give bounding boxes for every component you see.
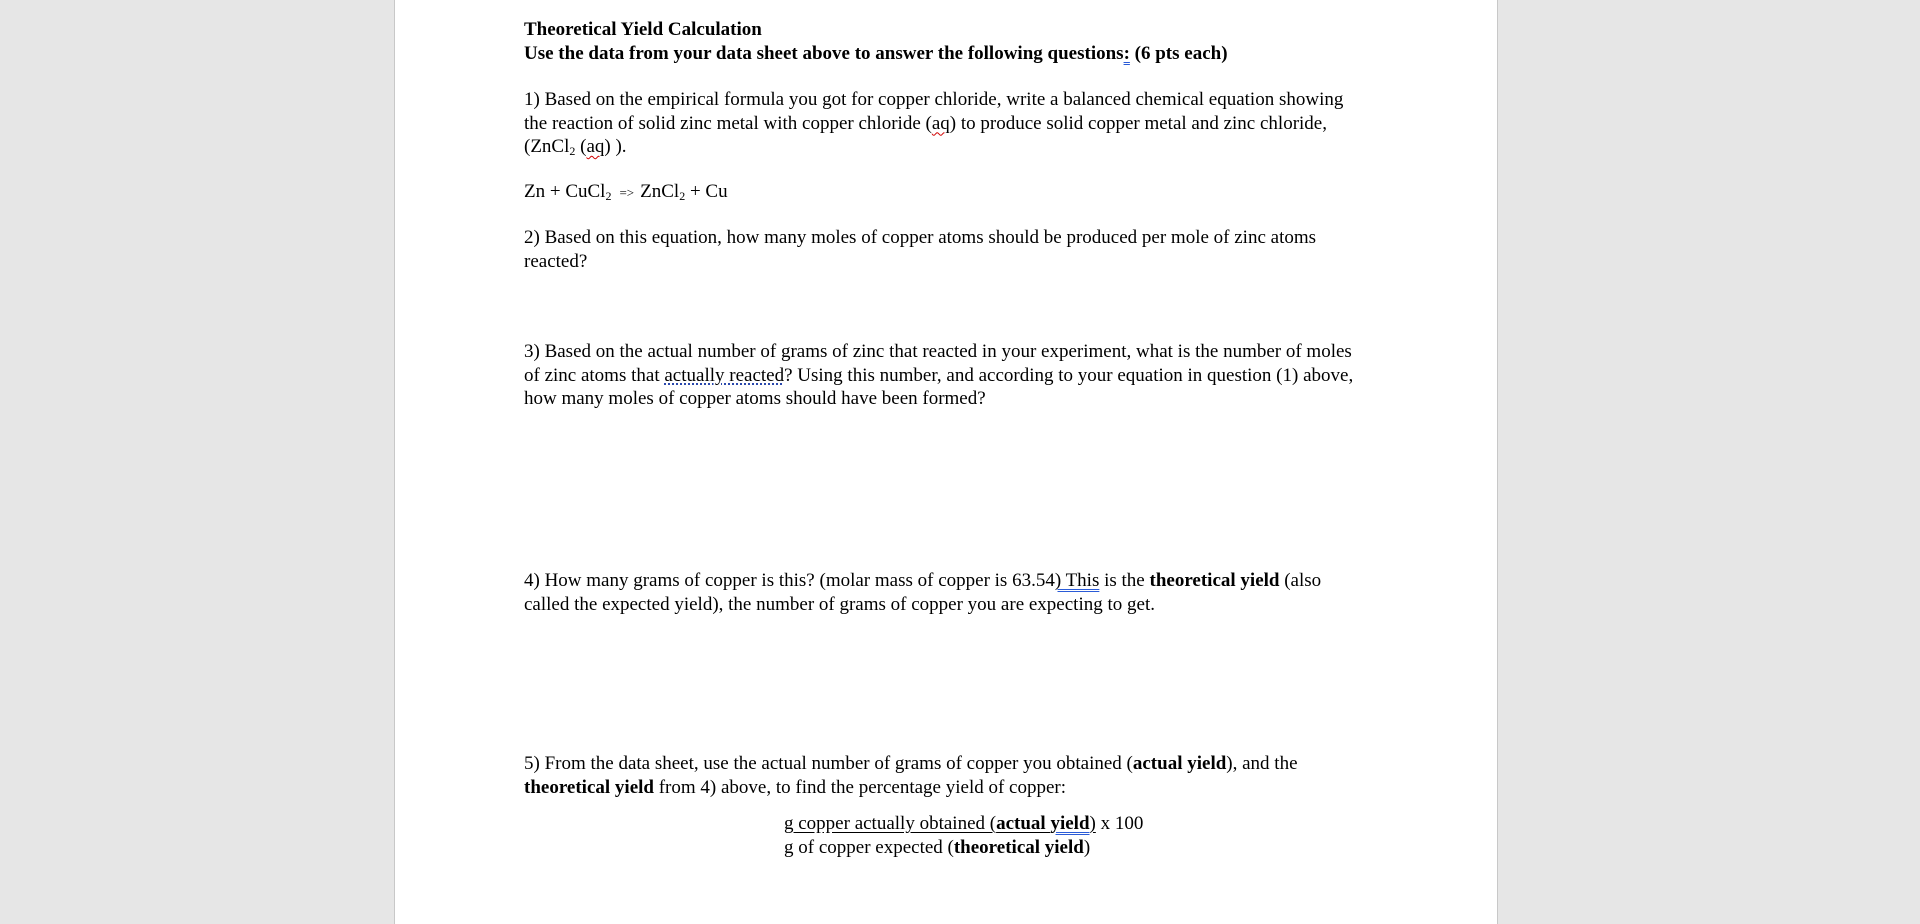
question-5	[524, 752, 1369, 799]
grammar-flag: actually reacted	[664, 364, 785, 386]
question-4	[524, 569, 1369, 616]
question-2	[524, 226, 1369, 273]
question-1-text: 1) Based on the empirical formula you got for copper chloride, write a balanced chemical equation showing the reaction of solid zinc metal with copper chloride (aq) to produce solid copper metal and zinc chloride, (ZnCl$_2$ (aq) ).	[524, 89, 1344, 158]
formula-denominator: g of copper expected (theoretical yield)	[784, 836, 1091, 858]
question-1	[524, 88, 1369, 159]
question-3	[524, 340, 1369, 411]
spelling-flag: aq	[586, 136, 605, 157]
question-2-text: 2) Based on this equation, how many moles of copper atoms should be produced per mole of zinc atoms reacted?	[524, 227, 1317, 272]
document-page	[394, 0, 1498, 924]
question-4-text: 4) How many grams of copper is this? (molar mass of copper is 63.54) This is the theoretical yield (also called the expected yield), the number of grams of copper you are expecting to get.	[524, 570, 1322, 615]
formula-numerator: g copper actually obtained (actual yield) x 100	[784, 813, 1144, 834]
spelling-flag: aq	[931, 112, 950, 134]
page-title-block	[524, 18, 1369, 65]
grammar-flag: ) This	[1054, 570, 1100, 591]
reaction-arrow: =>	[619, 185, 635, 200]
grammar-flag: :	[1123, 42, 1130, 64]
question-5-text: 5) From the data sheet, use the actual number of grams of copper you obtained (actual yield), and the theoretical yield from 4) above, to find the percentage yield of copper:	[524, 753, 1298, 798]
chemical-equation: Zn + CuCl$_2$ => ZnCl$_2$ + Cu	[524, 181, 728, 203]
grammar-flag: yield	[1050, 813, 1090, 834]
percent-yield-formula	[784, 812, 1143, 859]
page-title: Theoretical Yield Calculation	[524, 19, 762, 40]
question-3-text: 3) Based on the actual number of grams of zinc that reacted in your experiment, what is the number of moles of zinc atoms that actually reacted? Using this number, and according to your equation in question (1) above, how many moles of copper atoms should have been formed?	[524, 341, 1354, 409]
instructions: Use the data from your data sheet above to answer the following questions: (6 pts each)	[524, 42, 1228, 64]
